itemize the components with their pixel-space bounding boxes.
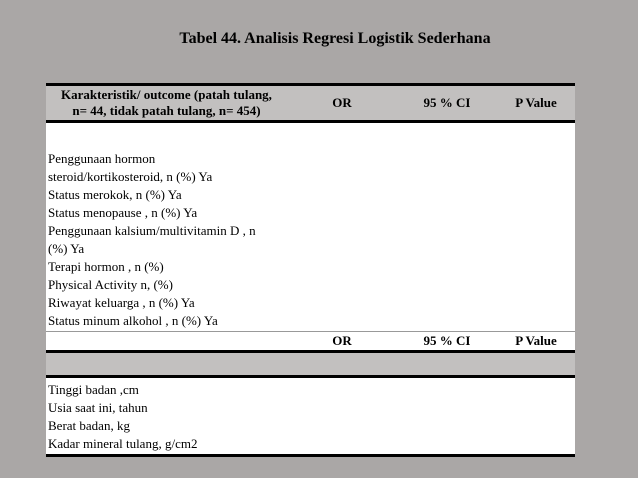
table-row: Kadar mineral tulang, g/cm2 bbox=[48, 436, 198, 451]
table-row: Penggunaan hormon bbox=[48, 151, 156, 166]
table-row: Penggunaan kalsium/multivitamin D , n bbox=[48, 223, 256, 238]
table-row: Berat badan, kg bbox=[48, 418, 130, 433]
table-row: Status minum alkohol , n (%) Ya bbox=[48, 313, 218, 328]
regression-table bbox=[46, 83, 575, 457]
header-p-value: P Value bbox=[515, 95, 557, 110]
sub-header-ci: 95 % CI bbox=[423, 333, 471, 348]
header-characteristic-line2: n= 44, tidak patah tulang, n= 454) bbox=[72, 103, 261, 118]
table-row: Usia saat ini, tahun bbox=[48, 400, 148, 415]
table-header-row bbox=[46, 86, 575, 120]
header-ci: 95 % CI bbox=[423, 95, 471, 110]
table-row: Status menopause , n (%) Ya bbox=[48, 205, 198, 220]
table-bottom-rule bbox=[46, 454, 575, 457]
sub-header-p-value: P Value bbox=[515, 333, 557, 348]
table-row: Physical Activity n, (%) bbox=[48, 277, 173, 292]
page-title: Tabel 44. Analisis Regresi Logistik Sederhana bbox=[179, 30, 491, 47]
table-row: Tinggi badan ,cm bbox=[48, 382, 139, 397]
header-characteristic-line1: Karakteristik/ outcome (patah tulang, bbox=[61, 87, 272, 102]
section1-rows bbox=[48, 150, 283, 330]
section2-gray-band bbox=[46, 353, 575, 375]
header-or: OR bbox=[332, 95, 352, 110]
section2-rows bbox=[46, 378, 575, 454]
table-row: (%) Ya bbox=[48, 241, 85, 256]
sub-header-or: OR bbox=[332, 333, 352, 348]
table-row: steroid/kortikosteroid, n (%) Ya bbox=[48, 169, 213, 184]
table-row: Terapi hormon , n (%) bbox=[48, 259, 164, 274]
section1-block bbox=[46, 123, 575, 331]
table-row: Riwayat keluarga , n (%) Ya bbox=[48, 295, 195, 310]
header-characteristic bbox=[46, 87, 287, 119]
sub-header-row bbox=[46, 331, 575, 350]
table-row: Status merokok, n (%) Ya bbox=[48, 187, 182, 202]
